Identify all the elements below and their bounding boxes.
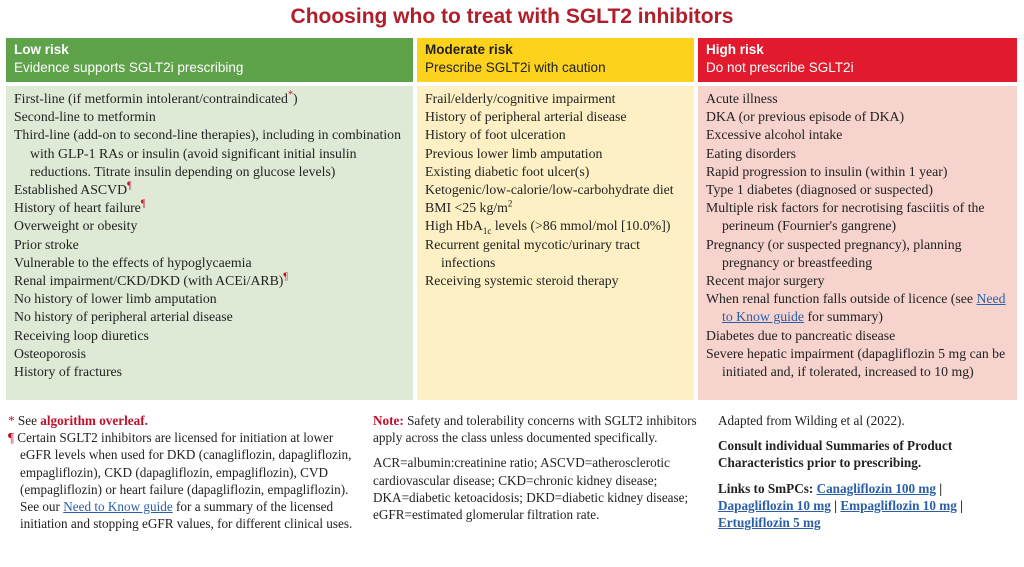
list-item: Established ASCVD¶ — [14, 180, 132, 198]
low-risk-header — [6, 38, 413, 82]
list-item: Recurrent genital mycotic/urinary tract infections — [425, 236, 640, 270]
list-item: BMI <25 $kg/m^2$ — [425, 198, 513, 216]
footnote-pilcrow-mark: ¶ — [283, 271, 288, 283]
page-title: Choosing who to treat with SGLT2 inhibitors — [290, 5, 734, 28]
list-item: Second-line to metformin — [14, 109, 156, 125]
moderate-risk-list — [417, 86, 694, 400]
list-item: Overweight or obesity — [14, 218, 138, 234]
footnote-star-mark: * — [287, 89, 293, 101]
moderate-risk-heading: Moderate risk — [425, 42, 513, 57]
list-item: First-line (if metformin intolerant/contraindicated*) — [14, 89, 298, 106]
footnote-pilcrow: ¶ Certain SGLT2 inhibitors are licensed for initiation at lower eGFR levels when used for DKD (canagliflozin, dapagliflozin, empagliflozin), CKD (dapagliflozin, empagliflozin), CVD (empagliflozin) or heart failure (dapagliflozin, empagliflozin). See our Need to Know guide for a summary of the licensed initiation and stopping eGFR values, for different clinical uses. — [8, 430, 353, 532]
list-item: History of heart failure¶ — [14, 198, 146, 216]
list-item: Severe hepatic impairment (dapagliflozin 5 mg can be initiated and, if tolerated, increased to 10 mg) — [706, 345, 1006, 380]
moderate-risk-header — [417, 38, 694, 82]
list-item: Renal impairment/CKD/DKD (with ACEi/ARB)¶ — [14, 271, 288, 289]
need-to-know-guide-link[interactable]: Need to Know guide — [63, 499, 173, 515]
list-item: Recent major surgery — [706, 273, 825, 289]
need-to-know-link[interactable]: Need to Know guide — [722, 291, 1006, 325]
list-item: History of foot ulceration — [425, 127, 566, 143]
low-risk-subheading: Evidence supports SGLT2i prescribing — [14, 60, 244, 75]
list-item: No history of lower limb amputation — [14, 291, 217, 307]
low-risk-heading: Low risk — [14, 42, 69, 57]
list-item: Pregnancy (or suspected pregnancy), planning pregnancy or breastfeeding — [706, 236, 962, 270]
list-item: Eating disorders — [706, 145, 797, 161]
note-section — [373, 412, 698, 523]
sources-section — [718, 412, 1018, 531]
low-risk-list — [6, 86, 413, 400]
list-item: Previous lower limb amputation — [425, 145, 603, 161]
list-item: No history of peripheral arterial disease — [14, 309, 233, 325]
list-item: DKA (or previous episode of DKA) — [706, 109, 905, 125]
footnotes — [8, 412, 353, 532]
footnote-pilcrow-mark: ¶ — [127, 180, 132, 192]
smpc-links: Links to SmPCs: Canagliflozin 100 mg | Dapagliflozin 10 mg | Empagliflozin 10 mg | Ertugliflozin 5 mg — [718, 480, 964, 531]
list-item: Frail/elderly/cognitive impairment — [425, 91, 616, 106]
list-item: Third-line (add-on to second-line therapies), including in combination with GLP-1 RAs or insulin (avoid significant initial insulin reductions. Titrate insulin depending on glucose levels) — [14, 127, 401, 179]
list-item: History of fractures — [14, 364, 123, 380]
footnote-star: * See algorithm overleaf. — [8, 413, 148, 428]
dapagliflozin-link[interactable]: Dapagliflozin 10 mg — [718, 497, 831, 513]
note-text: Note: Safety and tolerability concerns with SGLT2 inhibitors apply across the class unless documented specifically. — [373, 413, 697, 446]
footnote-pilcrow-mark: ¶ — [140, 198, 146, 210]
list-item: Vulnerable to the effects of hypoglycaemia — [14, 254, 252, 270]
list-item: Acute illness — [706, 91, 778, 106]
high-risk-heading: High risk — [706, 42, 764, 57]
list-item: Ketogenic/low-calorie/low-carbohydrate diet — [425, 182, 674, 198]
algorithm-link[interactable]: algorithm overleaf. — [40, 413, 148, 428]
ertugliflozin-link[interactable]: Ertugliflozin 5 mg — [718, 515, 821, 531]
list-item: Excessive alcohol intake — [706, 127, 843, 143]
canagliflozin-link[interactable]: Canagliflozin 100 mg — [816, 480, 936, 496]
list-item: Type 1 diabetes (diagnosed or suspected) — [706, 182, 933, 198]
moderate-risk-subheading: Prescribe SGLT2i with caution — [425, 60, 606, 75]
list-item: Receiving systemic steroid therapy — [425, 273, 619, 289]
list-item: High HbA$_{1c}$ levels (>86 mmol/mol [10.0%]) — [425, 218, 671, 237]
list-item: When renal function falls outside of licence (see Need to Know guide for summary) — [706, 291, 1006, 325]
high-risk-list — [698, 86, 1017, 400]
list-item: Multiple risk factors for necrotising fasciitis of the perineum (Fournier's gangrene) — [706, 200, 985, 234]
list-item: History of peripheral arterial disease — [425, 109, 627, 125]
list-item: Existing diabetic foot ulcer(s) — [425, 163, 590, 179]
adapted-from: Adapted from Wilding et al (2022). — [718, 413, 905, 428]
list-item: Receiving loop diuretics — [14, 327, 149, 343]
abbreviations: ACR=albumin:creatinine ratio; ASCVD=atherosclerotic cardiovascular disease; CKD=chronic kidney disease; DKA=diabetic ketoacidosis; DKD=diabetic kidney disease; eGFR=estimated glomerular filtration rate. — [373, 455, 689, 523]
empagliflozin-link[interactable]: Empagliflozin 10 mg — [840, 497, 957, 513]
list-item: Rapid progression to insulin (within 1 year) — [706, 163, 948, 179]
consult-smpc: Consult individual Summaries of Product Characteristics prior to prescribing. — [718, 438, 953, 471]
high-risk-subheading: Do not prescribe SGLT2i — [706, 60, 854, 75]
list-item: Prior stroke — [14, 236, 79, 252]
high-risk-header — [698, 38, 1017, 82]
list-item: Diabetes due to pancreatic disease — [706, 327, 896, 343]
list-item: Osteoporosis — [14, 345, 87, 361]
